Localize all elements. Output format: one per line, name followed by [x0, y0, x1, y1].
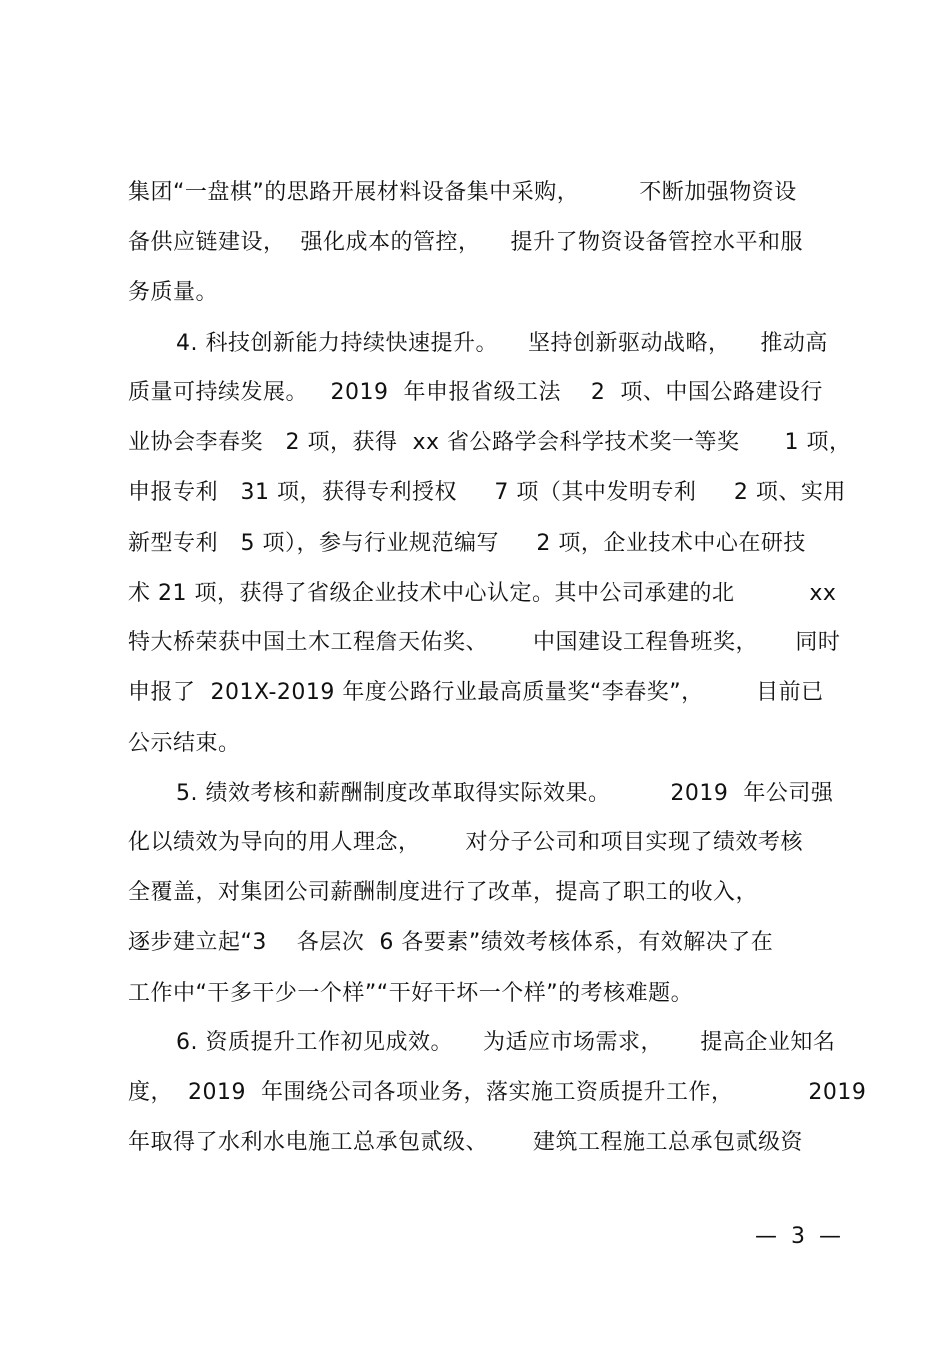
text-line: 术 21 项，获得了省级企业技术中心认定。其中公司承建的北 xx — [128, 581, 837, 606]
text-line: 务质量。 — [128, 280, 219, 305]
page-number: — 3 — — [755, 1224, 841, 1249]
text-line: 申报专利 31 项，获得专利授权 7 项（其中发明专利 2 项、实用 — [128, 480, 846, 505]
paragraph-6-heading-line: 6. 资质提升工作初见成效。 为适应市场需求， 提高企业知名 — [176, 1030, 836, 1055]
text-line: 工作中“干多干少一个样”“干好干坏一个样”的考核难题。 — [128, 981, 694, 1006]
text-line: 申报了 201X-2019 年度公路行业最高质量奖“李春奖”， 目前已 — [128, 680, 824, 705]
text-line: 逐步建立起“3 各层次 6 各要素”绩效考核体系，有效解决了在 — [128, 930, 774, 955]
text-line: 新型专利 5 项），参与行业规范编写 2 项，企业技术中心在研技 — [128, 531, 806, 556]
text-line: 全覆盖，对集团公司薪酬制度进行了改革，提高了职工的收入， — [128, 880, 759, 905]
text-line: 度， 2019 年围绕公司各项业务，落实施工资质提升工作， 2019 — [128, 1080, 867, 1105]
text-line: 年取得了水利水电施工总承包贰级、 建筑工程施工总承包贰级资 — [128, 1130, 803, 1155]
paragraph-5-heading-line: 5. 绩效考核和薪酬制度改革取得实际效果。 2019 年公司强 — [176, 781, 834, 806]
text-line: 集团“一盘棋”的思路开展材料设备集中采购， 不断加强物资设 — [128, 180, 797, 205]
text-line: 质量可持续发展。 2019 年申报省级工法 2 项、中国公路建设行 — [128, 380, 823, 405]
text-line: 化以绩效为导向的用人理念， 对分子公司和项目实现了绩效考核 — [128, 830, 803, 855]
text-line: 特大桥荣获中国土木工程詹天佑奖、 中国建设工程鲁班奖， 同时 — [128, 630, 841, 655]
text-line: 公示结束。 — [128, 731, 241, 756]
text-line: 业协会李春奖 2 项，获得 xx 省公路学会科学技术奖一等奖 1 项， — [128, 430, 852, 455]
paragraph-4-heading-line: 4. 科技创新能力持续快速提升。 坚持创新驱动战略， 推动高 — [176, 331, 828, 356]
text-line: 备供应链建设， 强化成本的管控， 提升了物资设备管控水平和服 — [128, 230, 803, 255]
